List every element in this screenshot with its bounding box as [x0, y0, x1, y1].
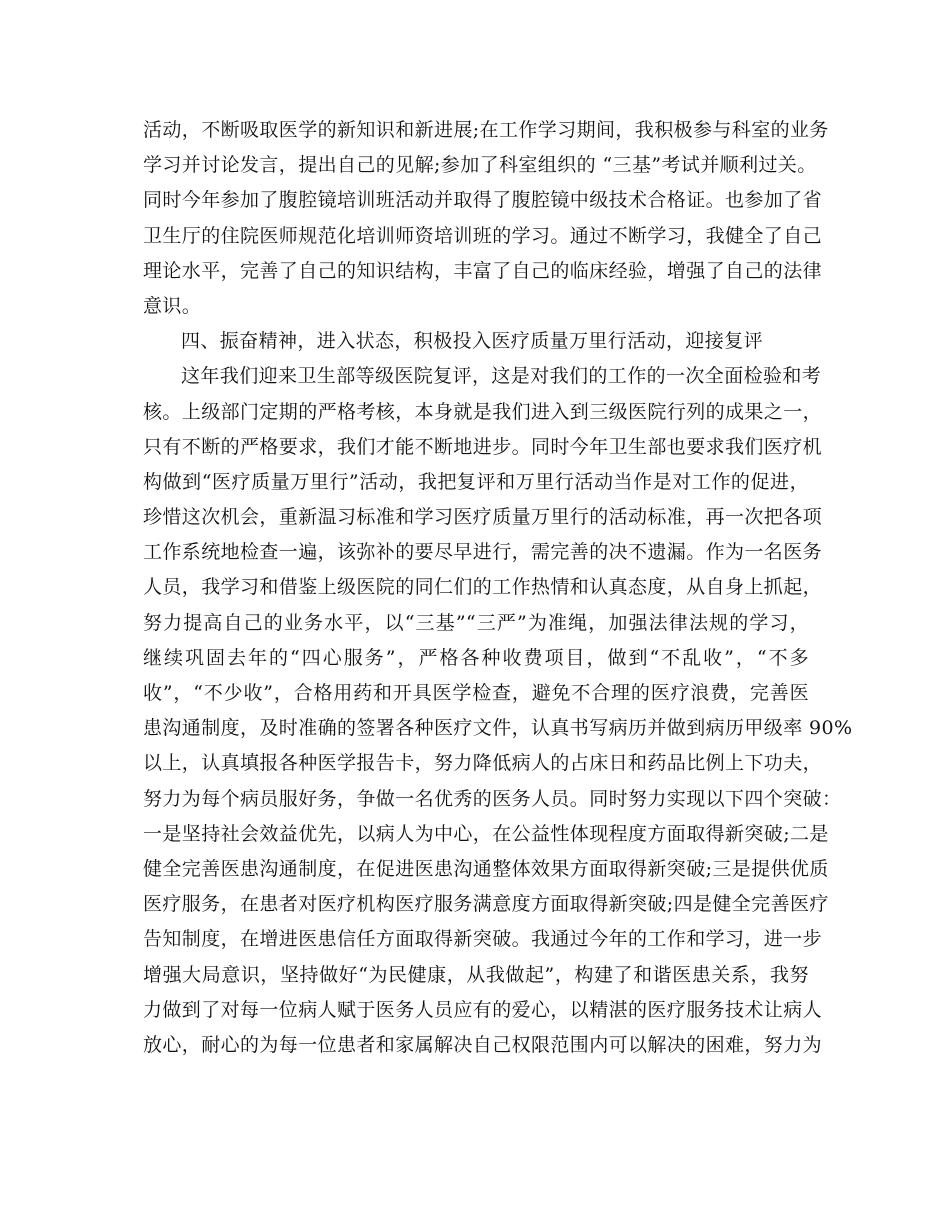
text-line: 增强大局意识，坚持做好“为民健康，从我做起”，构建了和谐医患关系，我努 [143, 963, 809, 986]
text-line: 继续巩固去年的“四心服务”，严格各种收费项目，做到“不乱收”，“不多 [143, 646, 809, 669]
text-line: 构做到“医疗质量万里行”活动，我把复评和万里行活动当作是对工作的促进， [143, 470, 809, 493]
text-line: 患沟通制度，及时准确的签署各种医疗文件，认真书写病历并做到病历甲级率 90% [143, 717, 853, 740]
text-line: 力做到了对每一位病人赋于医务人员应有的爱心，以精湛的医疗服务技术让病人 [143, 998, 823, 1021]
text-line: 人员，我学习和借鉴上级医院的同仁们的工作热情和认真态度，从自身上抓起， [143, 576, 823, 599]
text-line: 收”，“不少收”，合格用药和开具医学检查，避免不合理的医疗浪费，完善医 [143, 682, 809, 704]
text-line: 卫生厅的住院医师规范化培训师资培训班的学习。通过不断学习，我健全了自己 [143, 224, 823, 247]
text-line: 核。上级部门定期的严格考核，本身就是我们进入到三级医院行列的成果之一， [143, 400, 823, 423]
text-line: 同时今年参加了腹腔镜培训班活动并取得了腹腔镜中级技术合格证。也参加了省 [143, 189, 823, 212]
text-line: 这年我们迎来卫生部等级医院复评，这是对我们的工作的一次全面检验和考 [181, 365, 822, 388]
text-line: 健全完善医患沟通制度，在促进医患沟通整体效果方面取得新突破;三是提供优质 [143, 857, 829, 880]
text-line: 一是坚持社会效益优先，以病人为中心，在公益性体现程度方面取得新突破;二是 [143, 822, 829, 845]
text-line: 告知制度，在增进医患信任方面取得新突破。我通过今年的工作和学习，进一步 [143, 928, 823, 951]
section-heading: 四、振奋精神，进入状态，积极投入医疗质量万里行活动，迎接复评 [181, 330, 764, 353]
body-text [143, 113, 853, 1063]
text-line: 学习并讨论发言，提出自己的见解;参加了科室组织的 “三基”考试并顺利过关。 [143, 154, 817, 177]
text-line: 医疗服务，在患者对医疗机构医疗服务满意度方面取得新突破;四是健全完善医疗 [143, 893, 829, 916]
text-line: 活动，不断吸取医学的新知识和新进展;在工作学习期间，我积极参与科室的业务 [143, 119, 829, 141]
text-line: 工作系统地检查一遍，该弥补的要尽早进行，需完善的决不遗漏。作为一名医务 [143, 541, 823, 564]
text-line: 放心，耐心的为每一位患者和家属解决自己权限范围内可以解决的困难，努力为 [143, 1033, 823, 1056]
text-line: 珍惜这次机会，重新温习标准和学习医疗质量万里行的活动标准，再一次把各项 [143, 506, 823, 529]
text-line: 意识。 [143, 294, 202, 317]
text-line: 努力提高自己的业务水平，以“三基”“三严”为准绳，加强法律法规的学习， [143, 611, 809, 634]
text-line: 以上，认真填报各种医学报告卡，努力降低病人的占床日和药品比例上下功夫， [143, 752, 823, 775]
text-line: 理论水平，完善了自己的知识结构，丰富了自己的临床经验，增强了自己的法律 [143, 259, 823, 282]
text-line: 只有不断的严格要求，我们才能不断地进步。同时今年卫生部也要求我们医疗机 [143, 435, 823, 458]
text-line: 努力为每个病员服好务，争做一名优秀的医务人员。同时努力实现以下四个突破： [143, 787, 842, 810]
